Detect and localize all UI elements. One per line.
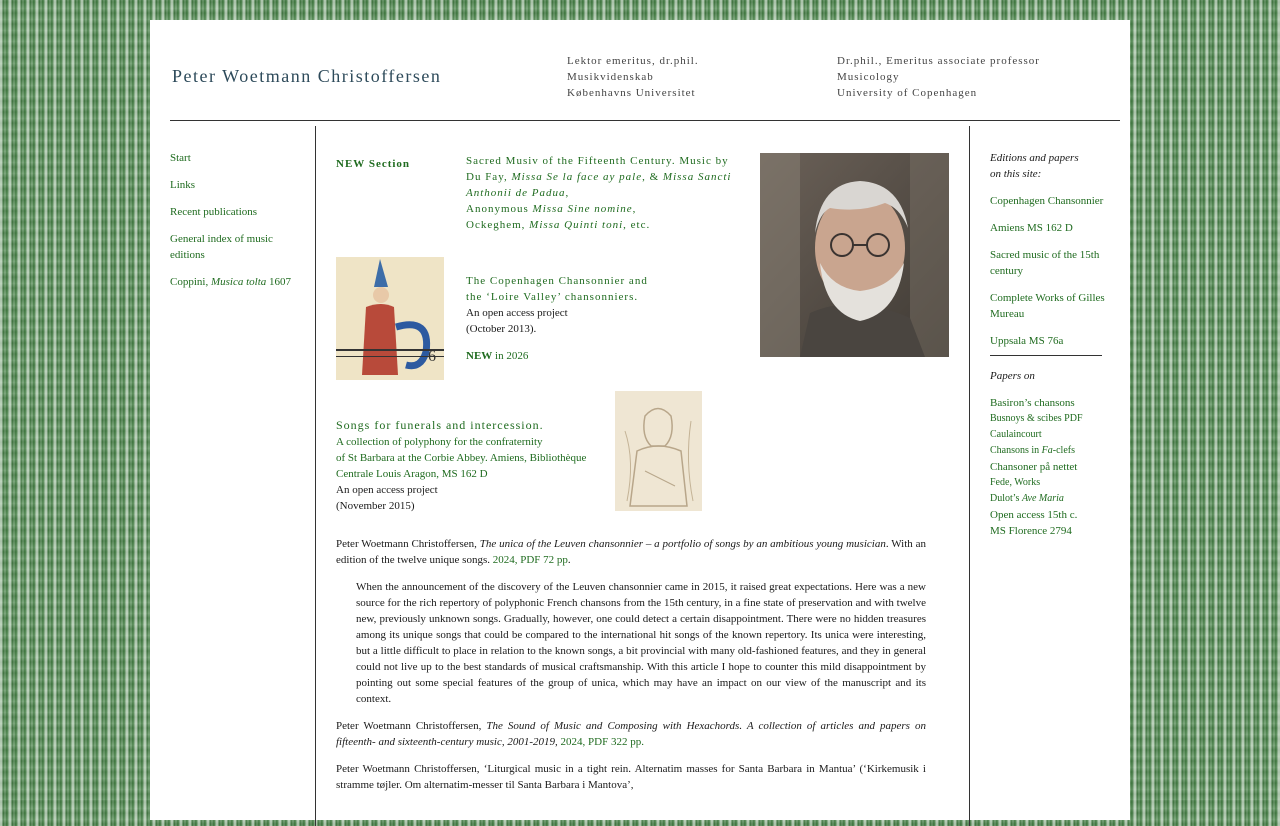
copenhagen-date: (October 2013).: [466, 323, 537, 335]
sacred-text: ,: [565, 187, 570, 199]
rnav-mureau-link[interactable]: Complete Works of Gilles Mureau: [990, 292, 1105, 320]
nav-coppini-title: Musica tolta: [210, 276, 267, 288]
rnav-chansoner-link[interactable]: Chansoner på nettet: [990, 461, 1078, 473]
leuven-desc: . With an edition of the twelve unique songs.: [336, 538, 926, 566]
affiliation-english: [837, 53, 1040, 101]
new-year: in 2026: [492, 350, 529, 362]
sacred-text: Ockeghem,: [466, 219, 530, 231]
right-nav: [990, 150, 1115, 539]
songs-for-funerals-block: [336, 417, 616, 514]
nav-general-index-line: editions: [170, 249, 205, 261]
rnav-dulot-link[interactable]: [990, 493, 1064, 504]
editions-heading: [990, 150, 1115, 182]
copenhagen-chansonnier-link[interactable]: [466, 275, 648, 303]
affiliation-danish-line: Lektor emeritus, dr.phil.: [567, 55, 699, 67]
nav-coppini-link[interactable]: [170, 274, 310, 290]
rnav-fede-link[interactable]: Fede, Works: [990, 477, 1041, 488]
sound-sep: ,: [555, 736, 561, 748]
nav-general-index-link[interactable]: [170, 231, 310, 263]
editions-heading-line: on this site:: [990, 168, 1042, 180]
papers-on-heading: Papers on: [990, 370, 1035, 382]
rnav-caulaincourt-link[interactable]: Caulaincourt: [990, 429, 1042, 440]
site-title: Peter Woetmann Christoffersen: [172, 66, 442, 86]
leuven-author: Peter Woetmann Christoffersen,: [336, 538, 480, 550]
rnav-uppsala-link[interactable]: Uppsala MS 76a: [990, 335, 1064, 347]
sacred-title: Anthonii de Padua: [466, 187, 566, 199]
sacred-title: Missa Sancti: [662, 171, 732, 183]
copenhagen-title-line: the ‘Loire Valley’ chansonniers.: [466, 291, 639, 303]
affiliation-english-line: University of Copenhagen: [837, 87, 978, 99]
rnav-open-access-link[interactable]: Open access 15th c.: [990, 509, 1078, 521]
leuven-title: The unica of the Leuven chansonnier – a portfolio of songs by an ambitious young musician: [479, 538, 886, 550]
nav-start-link[interactable]: Start: [170, 152, 191, 164]
songs-description-line: of St Barbara at the Corbie Abbey. Amiens, Bibliothèque: [336, 452, 587, 464]
leuven-pdf-link[interactable]: 2024, PDF 72 pp: [492, 554, 568, 566]
author-portrait-photo: [760, 153, 949, 357]
sacred-text: , &: [642, 171, 663, 183]
affiliation-english-line: Musicology: [837, 71, 900, 83]
affiliation-danish-line: Musikvidenskab: [567, 71, 654, 83]
chansonnier-illumination-image[interactable]: [336, 257, 444, 380]
nav-general-index-line: General index of music: [170, 233, 273, 245]
nav-coppini-year: 1607: [266, 276, 292, 288]
nav-recent-publications-link[interactable]: Recent publications: [170, 206, 258, 218]
rnav-amiens-link[interactable]: Amiens MS 162 D: [990, 222, 1073, 234]
rnav-busnoys-link[interactable]: Busnoys & scibes PDF: [990, 413, 1083, 424]
svg-text:6: 6: [428, 348, 436, 365]
sacred-title: Missa Sine nomine: [532, 203, 633, 215]
fa-text: Chansons in: [990, 445, 1042, 456]
sacred-text: Sacred Musiv of the Fifteenth Century. Music by: [466, 155, 729, 167]
sacred-text: Anonymous: [466, 203, 533, 215]
songs-date: (November 2015): [336, 500, 415, 512]
nav-links-link[interactable]: Links: [170, 179, 196, 191]
affiliation-english-line: Dr.phil., Emeritus associate professor: [837, 55, 1040, 67]
sacred-text: ,: [632, 203, 637, 215]
songs-project: An open access project: [336, 484, 438, 496]
new-label: NEW: [466, 350, 493, 362]
page: [150, 20, 1130, 820]
left-divider: [315, 126, 316, 826]
rnav-basiron-link[interactable]: Basiron’s chansons: [990, 397, 1075, 409]
leuven-end: .: [567, 554, 571, 566]
left-nav: [170, 150, 310, 301]
nav-coppini-text: Coppini,: [170, 276, 211, 288]
sacred-title: Missa Se la face ay pale: [511, 171, 643, 183]
copenhagen-title-line: The Copenhagen Chansonnier and: [466, 275, 648, 287]
sacred-text: , etc.: [623, 219, 651, 231]
rnav-copenhagen-link[interactable]: Copenhagen Chansonnier: [990, 195, 1104, 207]
fa-italic: Fa: [1041, 445, 1053, 456]
songs-for-funerals-link[interactable]: Songs for funerals and intercession.: [336, 418, 544, 432]
sacred-music-link[interactable]: [466, 153, 746, 233]
dulot-italic: Ave Maria: [1021, 493, 1064, 504]
copenhagen-chansonnier-block: [466, 273, 726, 364]
copenhagen-description: An open access project: [466, 307, 568, 319]
songs-description-line: Centrale Louis Aragon, MS 162 D: [336, 468, 488, 480]
dulot-text: Dulot’s: [990, 493, 1022, 504]
leuven-abstract: When the announcement of the discovery of the Leuven chansonnier came in 2015, it raised great expectations. Here was a new source for the rich repertory of polyphonic French chansons from the 15th century, in a fine state of preservation and with twelve new, previously unknown songs. Gradually, however, one could detect a certain disappointment. There were no hidden treasures among its unique songs that could be compared to the international hit songs of the known repertory. Its unica were interesting, but a little difficult to place in relation to the known songs, a bit provincial with many old-fashioned features, and they in general could not live up to the best standards of musical craftsmanship. With this article I hope to counter this mild disappointment by pointing out some special features of the group of unica, which may have an impact on our view of the manuscript and its context.: [356, 581, 926, 705]
sound-pdf-link[interactable]: 2024, PDF 322 pp.: [560, 736, 644, 748]
sacred-title: Missa Quinti toni: [529, 219, 624, 231]
sound-author: Peter Woetmann Christoffersen,: [336, 720, 487, 732]
right-divider: [969, 126, 970, 826]
liturgical-publication: Peter Woetmann Christoffersen, ‘Liturgical music in a tight rein. Alternatim masses for Santa Barbara in Mantua’ (‘Kirkemusik i stramme tøjler. Om alternatim-messer til Santa Barbara i Mantova’,: [336, 763, 926, 791]
sound-of-music-publication: [336, 718, 926, 750]
rnav-fa-clefs-link[interactable]: [990, 445, 1075, 456]
rnav-florence-link[interactable]: MS Florence 2794: [990, 525, 1072, 537]
editions-heading-line: Editions and papers: [990, 152, 1079, 164]
sacred-text: Du Fay,: [466, 171, 512, 183]
amiens-manuscript-drawing-image[interactable]: [615, 391, 702, 511]
copenhagen-new[interactable]: [466, 348, 726, 364]
right-nav-divider: [990, 355, 1102, 356]
header: [170, 20, 1120, 121]
affiliation-danish-line: Københavns Universitet: [567, 87, 696, 99]
affiliation-danish: [567, 53, 699, 101]
songs-description-line: A collection of polyphony for the confraternity: [336, 436, 543, 448]
sound-title: The Sound of Music and Composing with Hexachords. A collection of articles and papers on fifteenth- and sixteenth-century music, 2001-2019: [336, 720, 926, 748]
leuven-publication: [336, 536, 926, 568]
fa-text: -clefs: [1052, 445, 1075, 456]
rnav-sacred-link[interactable]: Sacred music of the 15th century: [990, 249, 1100, 277]
new-section-heading: NEW Section: [336, 158, 411, 170]
publications-list: [336, 536, 926, 804]
